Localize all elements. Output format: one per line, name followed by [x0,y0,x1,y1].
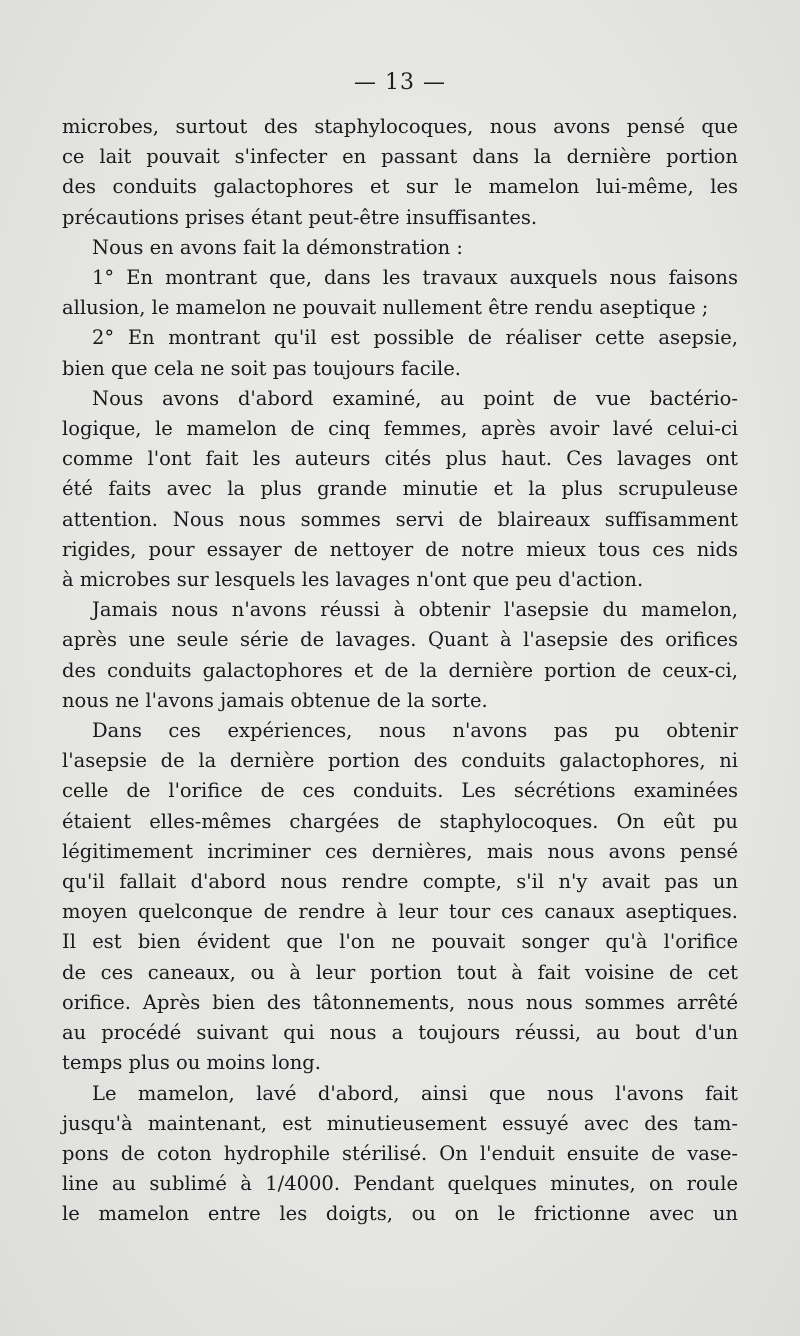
text-line: rigides, pour essayer de nettoyer de notre mieux tous ces nids [62,537,738,561]
text-line: à microbes sur lesquels les lavages n'ont que peu d'action. [62,568,644,592]
text-line: l'asepsie de la dernière portion des conduits galactophores, ni [62,749,738,773]
text-line: légitimement incriminer ces dernières, mais nous avons pensé [62,839,738,863]
text-line: 1° En montrant que, dans les travaux auxquels nous faisons [92,266,738,290]
text-line: de ces caneaux, ou à leur portion tout à fait voisine de cet [62,960,738,984]
text-line: celle de l'orifice de ces conduits. Les sécrétions examinées [62,779,738,803]
text-line: qu'il fallait d'abord nous rendre compte, s'il n'y avait pas un [62,870,738,894]
text-line: comme l'ont fait les auteurs cités plus haut. Ces lavages ont [62,447,738,471]
text-line: Il est bien évident que l'on ne pouvait songer qu'à l'orifice [62,930,738,954]
text-line: ce lait pouvait s'infecter en passant dans la dernière portion [62,145,738,169]
text-line: des conduits galactophores et sur le mamelon lui-même, les [62,175,738,199]
text-line: line au sublimé à 1/4000. Pendant quelques minutes, on roule [62,1172,738,1196]
text-line: logique, le mamelon de cinq femmes, après avoir lavé celui-ci [62,417,738,441]
text-line: moyen quelconque de rendre à leur tour ces canaux aseptiques. [62,900,738,924]
text-line: pons de coton hydrophile stérilisé. On l'enduit ensuite de vase- [62,1141,738,1165]
text-line: précautions prises étant peut-être insuffisantes. [62,205,538,229]
text-line: attention. Nous nous sommes servi de blaireaux suffisamment [62,507,738,531]
text-line: des conduits galactophores et de la dernière portion de ceux-ci, [62,658,738,682]
text-line: au procédé suivant qui nous a toujours réussi, au bout d'un [62,1021,738,1045]
text-line: Nous avons d'abord examiné, au point de vue bactério- [92,386,738,410]
text-line: Dans ces expériences, nous n'avons pas pu obtenir [92,719,738,743]
page-number: — 13 — [354,70,446,95]
text-line: jusqu'à maintenant, est minutieusement essuyé avec des tam- [62,1111,738,1135]
text-line: nous ne l'avons jamais obtenue de la sorte. [62,688,488,712]
text-line: Le mamelon, lavé d'abord, ainsi que nous l'avons fait [92,1081,738,1105]
text-line: été faits avec la plus grande minutie et la plus scrupuleuse [62,477,738,501]
text-line: bien que cela ne soit pas toujours facile. [62,356,461,380]
text-line: 2° En montrant qu'il est possible de réaliser cette asepsie, [92,326,738,350]
text-line: le mamelon entre les doigts, ou on le frictionne avec un [62,1202,738,1226]
text-line: étaient elles-mêmes chargées de staphylocoques. On eût pu [62,809,738,833]
text-line: orifice. Après bien des tâtonnements, nous nous sommes arrêté [62,990,738,1014]
text-line: Jamais nous n'avons réussi à obtenir l'asepsie du mamelon, [92,598,738,622]
text-line: temps plus ou moins long. [62,1051,321,1075]
body-text [62,112,738,1230]
text-line: allusion, le mamelon ne pouvait nullement être rendu aseptique ; [62,296,709,320]
text-line: microbes, surtout des staphylocoques, nous avons pensé que [62,115,738,138]
text-line: Nous en avons fait la démonstration : [92,235,463,259]
text-line: après une seule série de lavages. Quant à l'asepsie des orifices [62,628,738,652]
